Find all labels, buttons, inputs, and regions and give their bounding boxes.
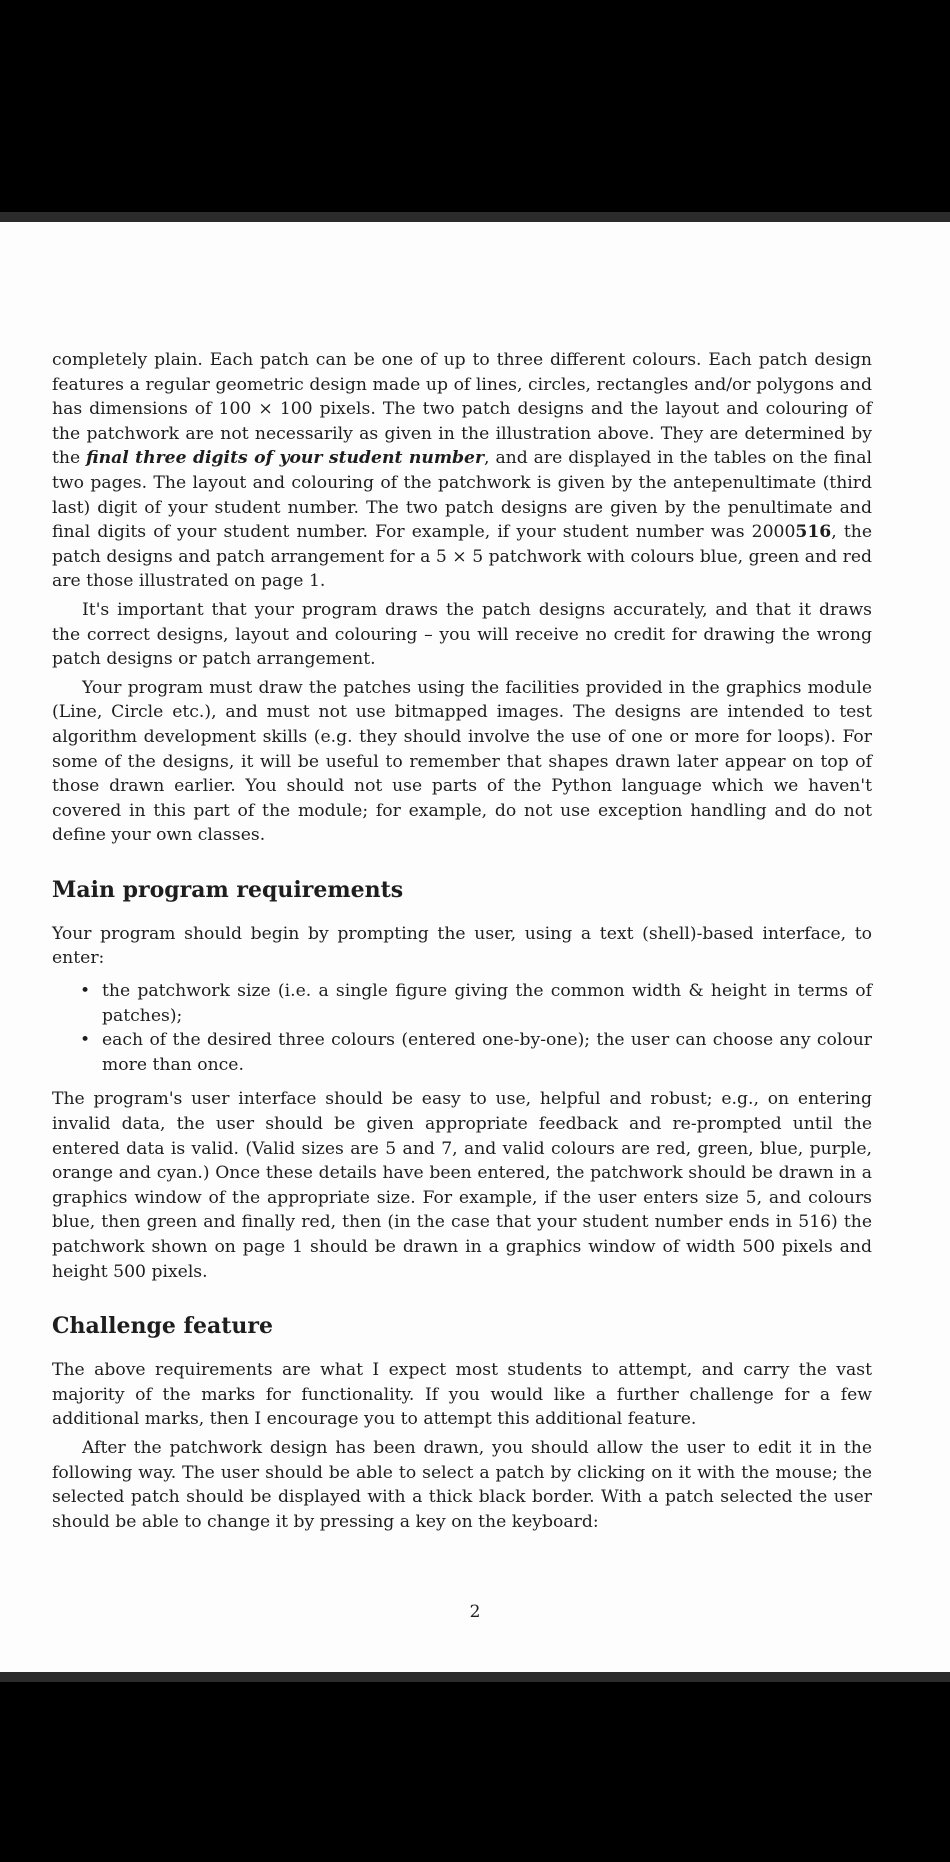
- paragraph-facilities: Your program must draw the patches using the facilities provided in the graphics module (Line, Circle etc.), and must not use bitmapped images. The designs are intended to test algorithm development skills (e.g. they should involve the use of one or more for loops). For some of the designs, it will be useful to remember that shapes drawn later appear on top of those drawn earlier. You should not use parts of the Python language which we haven't covered in this part of the module; for example, do not use exception handling and do not define your own classes.: [52, 677, 872, 846]
- paragraph-challenge-intro: The above requirements are what I expect most students to attempt, and carry the vast majority of the marks for functionality. If you would like a further challenge for a few additional marks, then I encourage you to attempt this additional feature.: [52, 1360, 872, 1430]
- document-page[interactable]: [0, 222, 950, 1672]
- requirements-list: [52, 979, 872, 1077]
- paragraph-accuracy: It's important that your program draws the patch designs accurately, and that it draws the correct designs, layout and colouring – you will receive no credit for drawing the wrong patch designs or patch arrangement.: [52, 599, 872, 670]
- heading-challenge-feature: Challenge feature: [52, 1313, 273, 1340]
- intro-text-2: , and are displayed in the tables on the final two pages. The layout and colouring of the patchwork is given by the antepenultimate (third last) digit of your student number. The two patch designs are given by the penultimate and final digits of your student number. For example, if your student number was 2000: [52, 448, 872, 543]
- page-number: 2: [469, 1602, 481, 1622]
- heading-main-requirements: Main program requirements: [52, 876, 404, 903]
- list-item-text: each of the desired three colours (entered one-by-one); the user can choose any colour more than once.: [102, 1030, 872, 1075]
- intro-bold-digits: 516: [795, 522, 832, 543]
- bottom-bar-edge: [0, 1672, 950, 1682]
- paragraph-prompt: Your program should begin by prompting the user, using a text (shell)-based interface, to enter:: [52, 923, 872, 969]
- intro-text-1: completely plain. Each patch can be one of up to three different colours. Each patch design features a regular geometric design made up of lines, circles, rectangles and/or polygons and has dimensions of 100 × 100 pixels. The two patch designs and the layout and colouring of the patchwork are not necessarily as given in the illustration above. They are determined by the: [52, 350, 872, 469]
- bottom-black-bar: [0, 1672, 950, 1862]
- list-item: [52, 1028, 872, 1077]
- bullet-icon: •: [80, 1030, 91, 1051]
- intro-emphasis: final three digits of your student number: [86, 448, 485, 469]
- top-bar-edge: [0, 212, 950, 222]
- bullet-icon: •: [80, 981, 91, 1002]
- top-black-bar: [0, 0, 950, 222]
- intro-text-3: , the patch designs and patch arrangement for a 5 × 5 patchwork with colours blue, green and red are those illustrated on page 1.: [52, 522, 873, 592]
- page-content: [52, 348, 872, 1534]
- list-item: [52, 979, 872, 1028]
- paragraph-interface: The program's user interface should be easy to use, helpful and robust; e.g., on entering invalid data, the user should be given appropriate feedback and re-prompted until the entered data is valid. (Valid sizes are 5 and 7, and valid colours are red, green, blue, purple, orange and cyan.) Once these details have been entered, the patchwork should be drawn in a graphics window of the appropriate size. For example, if the user enters size 5, and colours blue, then green and finally red, then (in the case that your student number ends in 516) the patchwork shown on page 1 should be drawn in a graphics window of width 500 pixels and height 500 pixels.: [52, 1089, 872, 1282]
- paragraph-challenge-edit: After the patchwork design has been drawn, you should allow the user to edit it in the following way. The user should be able to select a patch by clicking on it with the mouse; the selected patch should be displayed with a thick black border. With a patch selected the user should be able to change it by pressing a key on the keyboard:: [52, 1437, 872, 1532]
- list-item-text: the patchwork size (i.e. a single figure giving the common width & height in terms of patches);: [102, 981, 872, 1026]
- paragraph-intro: [52, 348, 872, 594]
